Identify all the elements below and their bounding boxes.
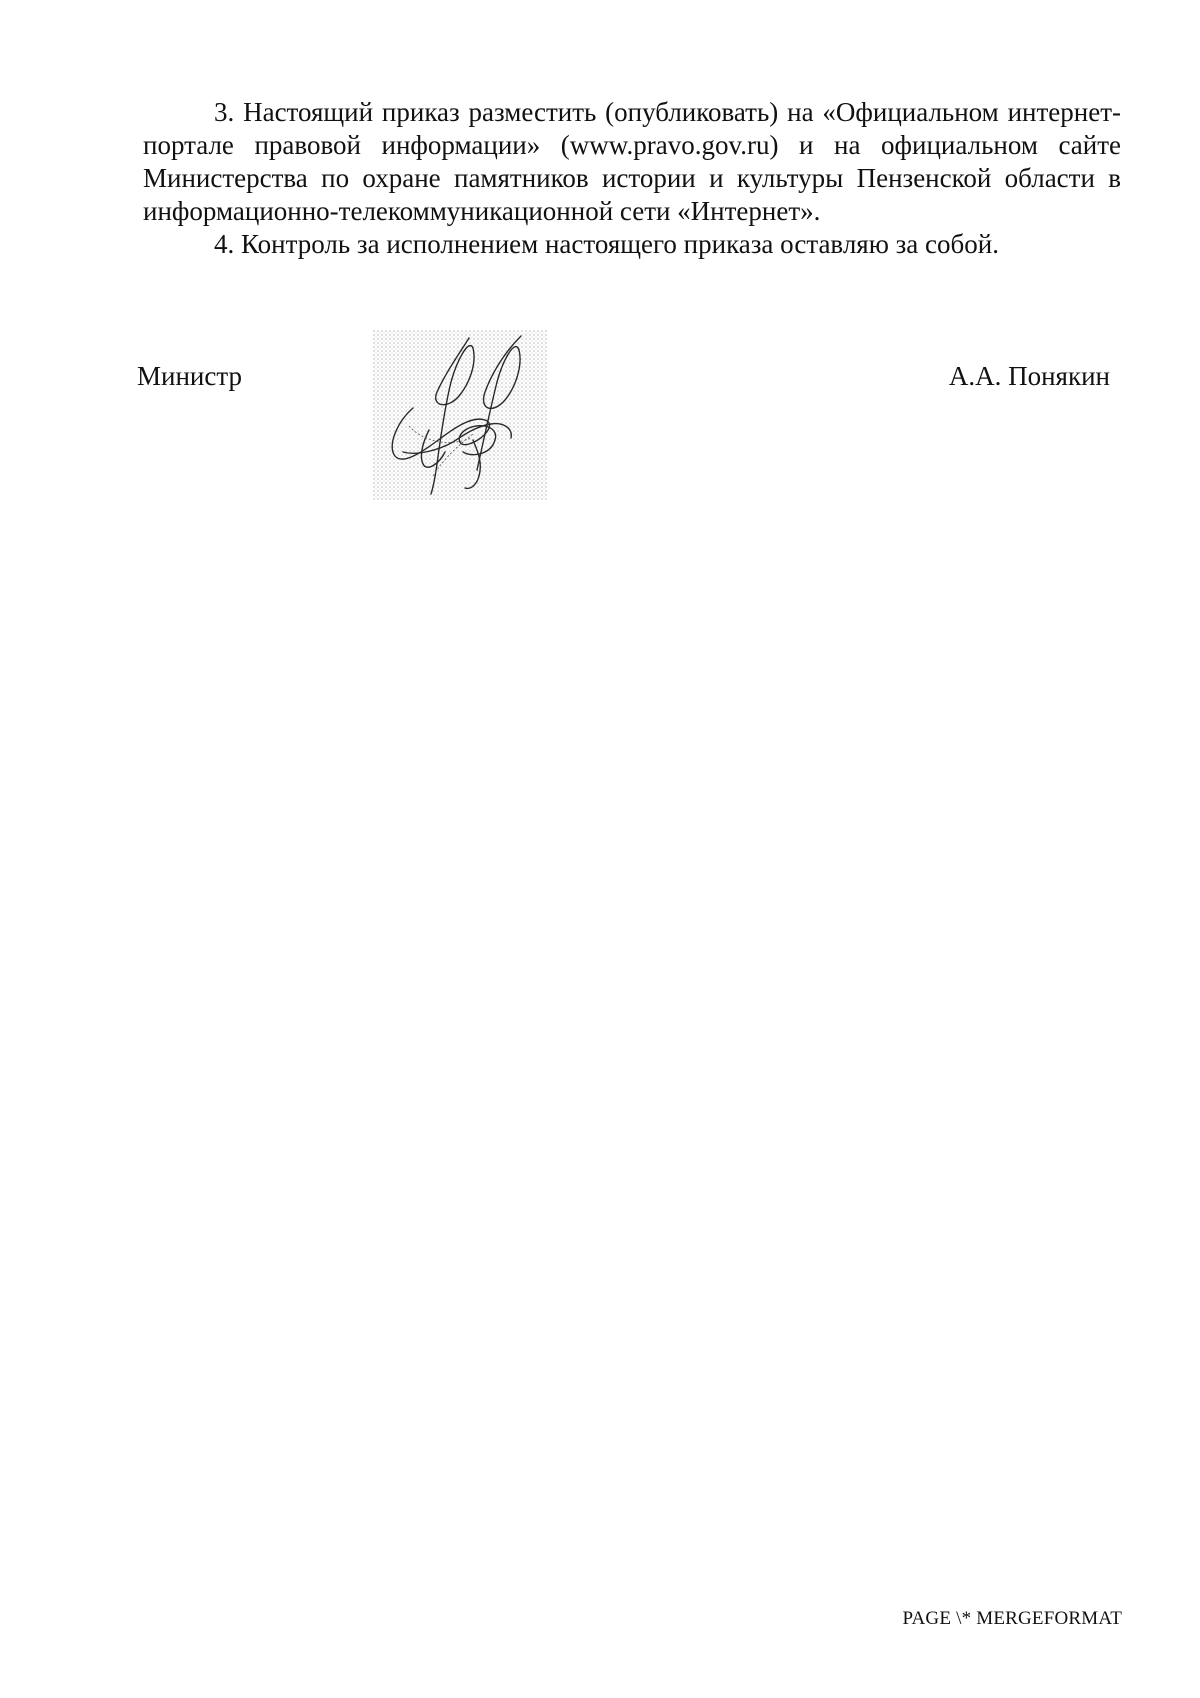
document-body [143,96,1121,261]
page-field-code: PAGE \* MERGEFORMAT [902,1608,1122,1629]
signature-block [0,330,1200,510]
paragraph-4: 4. Контроль за исполнением настоящего приказа оставляю за собой. [214,229,999,259]
signatory-name: А.А. Понякин [948,361,1110,391]
signatory-title: Министр [137,361,242,391]
handwritten-signature-icon [373,330,547,500]
paragraph-3: 3. Настоящий приказ разместить (опубликовать) на «Официальном интернет-портале правовой информации» (www.pravo.gov.ru) и на официальном сайте Министерства по охране памятников истории и культуры Пензенской области в информационно-телекоммуникационной сети «Интернет». [143,97,1121,226]
